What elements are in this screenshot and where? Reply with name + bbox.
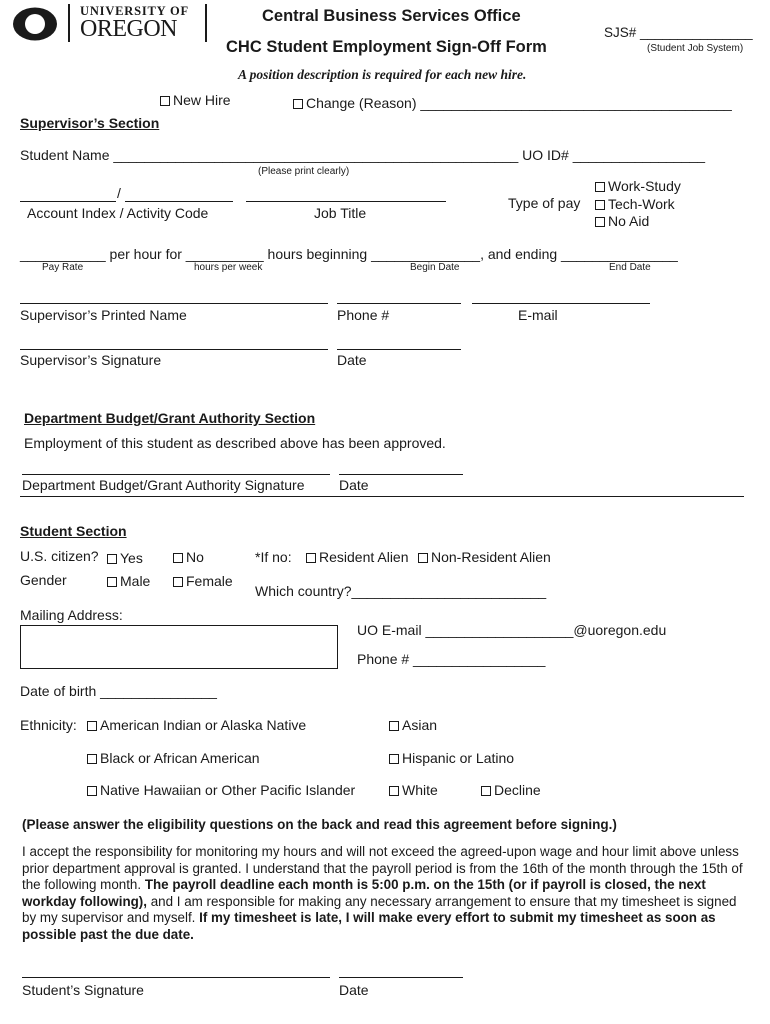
citizen-yes-option[interactable] [107,550,143,566]
mailing-address-input[interactable] [20,625,338,669]
supervisor-signature-line[interactable] [20,349,328,350]
nonresident-alien-option[interactable] [418,549,551,565]
student-phone-field[interactable]: Phone # _________________ [357,651,546,667]
pacific-islander-label: Native Hawaiian or Other Pacific Islander [100,782,356,798]
supervisor-name-line[interactable] [20,303,328,304]
gender-label: Gender [20,572,67,588]
logo-university-of: UNIVERSITY OF [80,4,189,18]
activity-code-line[interactable] [125,201,233,202]
student-name-field[interactable]: Student Name ____________________________________________________ UO ID# _________________ [20,147,706,163]
american-indian-label: American Indian or Alaska Native [100,717,307,733]
office-title: Central Business Services Office [262,7,521,25]
citizen-no-option[interactable] [173,549,204,565]
change-option[interactable] [293,95,732,111]
supervisor-date-label: Date [337,352,367,368]
uo-o-logo-icon [11,6,59,42]
hours-per-week-label: hours per week [194,262,263,273]
hispanic-label: Hispanic or Latino [402,750,515,766]
ethnicity-white-option[interactable] [389,782,438,798]
white-label: White [402,782,438,798]
date-of-birth-field[interactable]: Date of birth _______________ [20,683,217,699]
tech-work-checkbox[interactable] [595,200,605,210]
gender-female-option[interactable] [173,573,233,589]
white-checkbox[interactable] [389,786,399,796]
gender-male-label: Male [120,573,151,589]
hispanic-checkbox[interactable] [389,754,399,764]
account-slash: / [117,185,121,201]
agreement-text-1: I accept the responsibility for monitoring my hours and will not exceed the agreed-upon wage and hour limit above unless prior department approval is granted. I understand that the payroll period is from the 16th of the month through the 15th of the following month. [22,844,743,893]
ethnicity-black-option[interactable] [87,750,260,766]
resident-alien-label: Resident Alien [319,549,409,565]
end-date-label: End Date [609,262,651,273]
no-aid-checkbox[interactable] [595,217,605,227]
student-date-label: Date [339,982,369,998]
if-no-label: *If no: [255,549,292,565]
pay-option-work-study[interactable] [595,178,681,194]
supervisor-date-line[interactable] [337,349,461,350]
no-aid-label: No Aid [608,213,650,229]
sjs-field[interactable]: SJS# _______________ [604,25,753,40]
supervisor-email-line[interactable] [472,303,650,304]
pay-option-tech-work[interactable] [595,196,675,212]
print-clearly-note: (Please print clearly) [258,166,350,177]
citizen-yes-label: Yes [120,550,143,566]
black-label: Black or African American [100,750,260,766]
supervisor-signature-label: Supervisor’s Signature [20,352,162,368]
student-date-line[interactable] [339,977,463,978]
asian-checkbox[interactable] [389,721,399,731]
citizen-yes-checkbox[interactable] [107,554,117,564]
change-label: Change (Reason) ________________________________________ [306,95,732,111]
nonresident-alien-checkbox[interactable] [418,553,428,563]
gender-female-checkbox[interactable] [173,577,183,587]
ethnicity-pacific-islander-option[interactable] [87,782,355,798]
account-label: Account Index / Activity Code [27,205,209,221]
agreement-text-3: and I am responsible for making any necessary arrangement to ensure that my timesheet is signed by my supervisor and myself. [22,893,737,926]
student-section-title: Student Section [20,523,127,539]
supervisor-email-label: E-mail [518,307,558,323]
ethnicity-decline-option[interactable] [481,782,541,798]
american-indian-checkbox[interactable] [87,721,97,731]
section-divider [20,496,744,497]
logo-divider-right [205,4,207,42]
uo-email-field[interactable]: UO E-mail ___________________@uoregon.edu [357,622,667,638]
resident-alien-checkbox[interactable] [306,553,316,563]
citizen-label: U.S. citizen? [20,548,99,564]
form-title: CHC Student Employment Sign-Off Form [226,38,547,56]
pay-option-no-aid[interactable] [595,213,649,229]
job-title-line[interactable] [246,201,446,202]
supervisor-phone-label: Phone # [337,307,390,323]
sjs-note: (Student Job System) [647,43,744,54]
eligibility-notice: (Please answer the eligibility questions on the back and read this agreement before signing.) [22,817,617,832]
change-checkbox[interactable] [293,99,303,109]
work-study-checkbox[interactable] [595,182,605,192]
agreement-paragraph [22,844,747,944]
pay-rate-label: Pay Rate [42,262,84,273]
student-signature-line[interactable] [22,977,330,978]
ethnicity-hispanic-option[interactable] [389,750,514,766]
decline-checkbox[interactable] [481,786,491,796]
supervisor-name-label: Supervisor’s Printed Name [20,307,187,323]
supervisor-phone-line[interactable] [337,303,461,304]
ethnicity-american-indian-option[interactable] [87,717,306,733]
account-index-line[interactable] [20,201,116,202]
which-country-field[interactable]: Which country?_________________________ [255,583,547,599]
new-hire-label: New Hire [173,92,231,108]
gender-female-label: Female [186,573,233,589]
agreement-late: If my timesheet is late, I will make every effort to submit my timesheet as soon as possible past the due date. [22,910,716,942]
department-approval-text: Employment of this student as described above has been approved. [24,435,446,451]
resident-alien-option[interactable] [306,549,409,565]
logo-oregon: OREGON [80,16,177,42]
new-hire-checkbox[interactable] [160,96,170,106]
position-notice: A position description is required for each new hire. [238,67,527,82]
job-title-label: Job Title [314,205,367,221]
nonresident-alien-label: Non-Resident Alien [431,549,551,565]
begin-date-label: Begin Date [410,262,460,273]
mailing-address-label: Mailing Address: [20,607,123,623]
decline-label: Decline [494,782,541,798]
asian-label: Asian [402,717,438,733]
work-study-label: Work-Study [608,178,681,194]
gender-male-checkbox[interactable] [107,577,117,587]
department-date-line[interactable] [339,474,463,475]
ethnicity-asian-option[interactable] [389,717,437,733]
ethnicity-label: Ethnicity: [20,717,77,733]
department-date-label: Date [339,477,369,493]
new-hire-option[interactable] [160,92,231,108]
type-of-pay-label: Type of pay [508,195,581,211]
department-signature-label: Department Budget/Grant Authority Signature [22,477,305,493]
logo-divider [68,4,70,42]
student-signature-label: Student’s Signature [22,982,144,998]
department-section-title: Department Budget/Grant Authority Section [24,410,316,426]
pay-rate-line[interactable]: ___________ per hour for __________ hours beginning ______________, and ending _______________ [20,246,678,262]
citizen-no-checkbox[interactable] [173,553,183,563]
department-signature-line[interactable] [22,474,330,475]
black-checkbox[interactable] [87,754,97,764]
tech-work-label: Tech-Work [608,196,675,212]
citizen-no-label: No [186,549,204,565]
gender-male-option[interactable] [107,573,150,589]
supervisor-section-title: Supervisor’s Section [20,115,160,131]
pacific-islander-checkbox[interactable] [87,786,97,796]
agreement-deadline: The payroll deadline each month is 5:00 p.m. on the 15th (or if payroll is closed, the next workday following), [22,877,706,909]
